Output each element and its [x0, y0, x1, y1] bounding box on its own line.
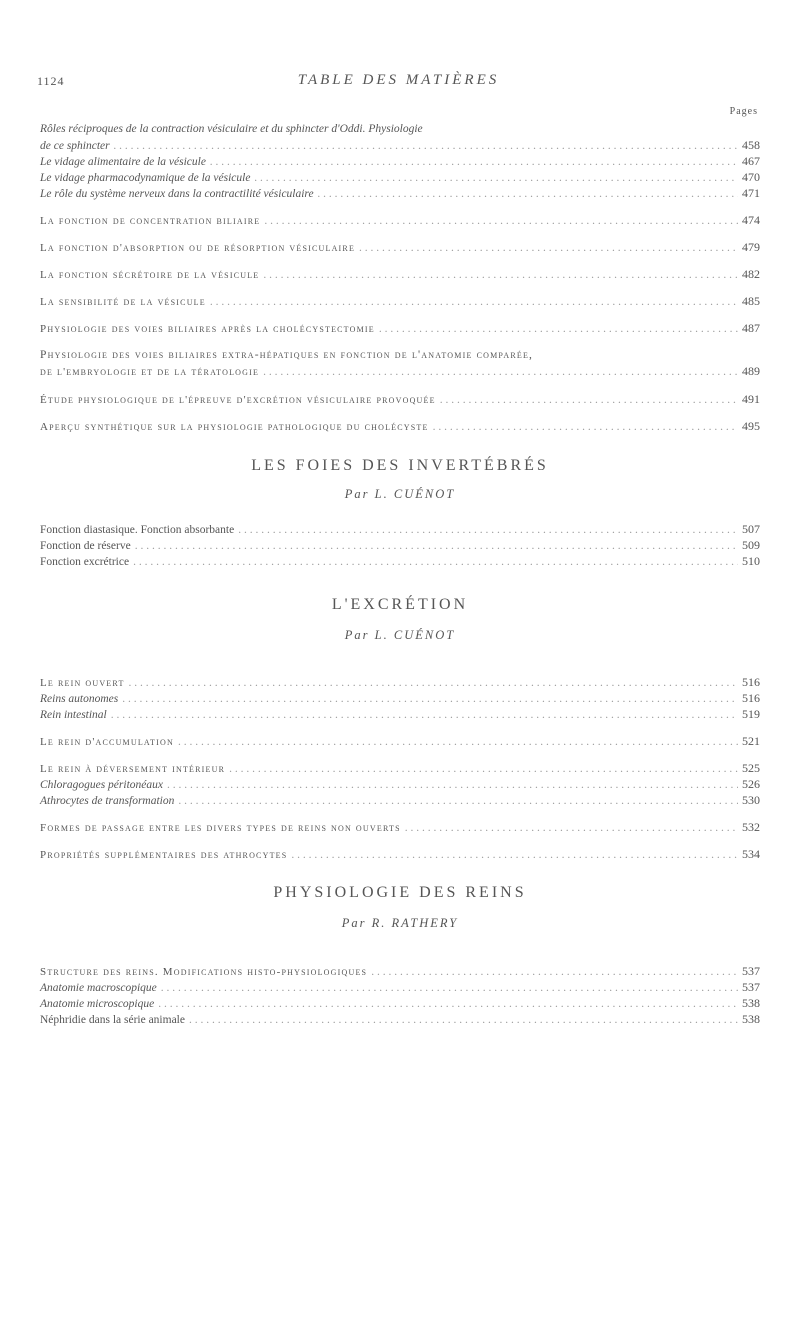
- toc-entry-label: Le rein ouvert: [40, 677, 125, 689]
- toc-entry-page: 538: [742, 996, 760, 1010]
- dot-leader: [405, 820, 738, 836]
- toc-entry-page: 510: [742, 554, 760, 568]
- toc-entry-label: Fonction diastasique. Fonction absorbante: [40, 524, 235, 536]
- dot-leader: [114, 138, 738, 154]
- toc-entry-page: 479: [742, 240, 760, 254]
- dot-leader: [161, 980, 738, 996]
- toc-entry-page: 537: [742, 980, 760, 994]
- dot-leader: [111, 707, 738, 723]
- toc-entry: [40, 846, 760, 862]
- toc-entry-label: Le vidage alimentaire de la vésicule: [40, 156, 206, 168]
- dot-leader: [263, 364, 738, 380]
- dot-leader: [229, 761, 738, 777]
- dot-leader: [210, 294, 738, 310]
- dot-leader: [135, 538, 738, 554]
- toc-entry-page: 530: [742, 793, 760, 807]
- dot-leader: [122, 691, 738, 707]
- toc-entry: [40, 792, 760, 808]
- toc-entry: [40, 553, 760, 569]
- pages-column-label: Pages: [729, 106, 758, 117]
- toc-entry: [40, 320, 760, 336]
- toc-entry-label: Aperçu synthétique sur la physiologie pathologique du cholécyste: [40, 421, 429, 433]
- toc-entry-page: 537: [742, 964, 760, 978]
- toc-entry-label: Le vidage pharmacodynamique de la vésicule: [40, 172, 251, 184]
- toc-entry-label: Chloragogues péritonéaux: [40, 779, 163, 791]
- toc-entry-label: de ce sphincter: [40, 140, 110, 152]
- running-title: TABLE DES MATIÈRES: [297, 72, 500, 88]
- toc-entry-page: 482: [742, 267, 760, 281]
- toc-entry-label: Structure des reins. Modifications histo-physiologiques: [40, 966, 368, 978]
- toc-entry: [40, 963, 760, 979]
- toc-entry: [40, 169, 760, 185]
- toc-entry-page: 471: [742, 186, 760, 200]
- toc-entry-label: Physiologie des voies biliaires après la cholécystectomie: [40, 323, 375, 335]
- toc-entry-page: 525: [742, 761, 760, 775]
- dot-leader: [178, 793, 738, 809]
- toc-entry: [40, 137, 760, 153]
- toc-entry-label: Reins autonomes: [40, 693, 119, 705]
- toc-entry: [40, 674, 760, 690]
- page-number: 1124: [37, 74, 65, 88]
- toc-entry: [40, 363, 760, 379]
- toc-entry-page: 458: [742, 138, 760, 152]
- dot-leader: [158, 996, 738, 1012]
- toc-entry: [40, 212, 760, 228]
- dot-leader: [210, 154, 738, 170]
- toc-entry-label: de l'embryologie et de la tératologie: [40, 366, 260, 378]
- toc-entry: [40, 819, 760, 835]
- dot-leader: [264, 213, 738, 229]
- toc-entry: [40, 979, 760, 995]
- toc-entry-label: Anatomie microscopique: [40, 998, 155, 1010]
- running-header: [37, 70, 760, 96]
- toc-entry-page: 487: [742, 321, 760, 335]
- toc-entry: [40, 776, 760, 792]
- toc-entry-label: La fonction d'absorption ou de résorption vésiculaire: [40, 242, 356, 254]
- toc-entry: [40, 537, 760, 553]
- toc-intro-line: Rôles réciproques de la contraction vésiculaire et du sphincter d'Oddi. Physiologie: [40, 123, 423, 135]
- toc-entry-page: 474: [742, 213, 760, 227]
- toc-entry: [40, 760, 760, 776]
- dot-leader: [238, 522, 738, 538]
- section-author: Par R. RATHERY: [341, 916, 459, 930]
- dot-leader: [263, 267, 738, 283]
- toc-entry: [40, 266, 760, 282]
- toc-entry-label: Formes de passage entre les divers types de reins non ouverts: [40, 822, 401, 834]
- toc-multiline-first: Physiologie des voies biliaires extra-hépatiques en fonction de l'anatomie comparée,: [40, 349, 534, 361]
- toc-entry-label: Étude physiologique de l'épreuve d'excrétion vésiculaire provoquée: [40, 394, 436, 406]
- toc-entry-page: 534: [742, 847, 760, 861]
- toc-entry-label: Le rein d'accumulation: [40, 736, 174, 748]
- toc-entry-page: 509: [742, 538, 760, 552]
- toc-entry-page: 521: [742, 734, 760, 748]
- toc-entry-label: Néphridie dans la série animale: [40, 1014, 185, 1026]
- toc-entry-label: Rein intestinal: [40, 709, 107, 721]
- toc-entry-label: La fonction de concentration biliaire: [40, 215, 261, 227]
- dot-leader: [129, 675, 738, 691]
- dot-leader: [291, 847, 738, 863]
- toc-entry-label: Anatomie macroscopique: [40, 982, 157, 994]
- section-author: Par L. CUÉNOT: [344, 487, 456, 501]
- toc-entry: [40, 1011, 760, 1027]
- section-title: L'EXCRÉTION: [331, 596, 469, 613]
- toc-entry: [40, 153, 760, 169]
- toc-entry-label: La sensibilité de la vésicule: [40, 296, 206, 308]
- section-author: Par L. CUÉNOT: [344, 628, 456, 642]
- dot-leader: [189, 1012, 738, 1028]
- toc-entry: [40, 733, 760, 749]
- toc-entry-label: Athrocytes de transformation: [40, 795, 175, 807]
- toc-entry-page: 489: [742, 364, 760, 378]
- dot-leader: [167, 777, 738, 793]
- toc-entry-label: Le rein à déversement intérieur: [40, 763, 226, 775]
- section-title: LES FOIES DES INVERTÉBRÉS: [251, 457, 549, 474]
- dot-leader: [371, 964, 738, 980]
- toc-entry: [40, 418, 760, 434]
- dot-leader: [359, 240, 738, 256]
- toc-entry-page: 485: [742, 294, 760, 308]
- dot-leader: [379, 321, 738, 337]
- toc-entry: [40, 293, 760, 309]
- toc-entry: [40, 239, 760, 255]
- toc-entry-page: 491: [742, 392, 760, 406]
- toc-entry-page: 470: [742, 170, 760, 184]
- dot-leader: [133, 554, 738, 570]
- toc-entry-page: 507: [742, 522, 760, 536]
- toc-entry: [40, 391, 760, 407]
- toc-entry-page: 495: [742, 419, 760, 433]
- toc-entry-label: Fonction excrétrice: [40, 556, 130, 568]
- toc-entry-page: 467: [742, 154, 760, 168]
- toc-entry-page: 519: [742, 707, 760, 721]
- dot-leader: [254, 170, 738, 186]
- toc-entry-page: 526: [742, 777, 760, 791]
- toc-entry-page: 538: [742, 1012, 760, 1026]
- section-title: PHYSIOLOGIE DES REINS: [273, 884, 527, 901]
- toc-entry: [40, 995, 760, 1011]
- dot-leader: [440, 392, 738, 408]
- dot-leader: [178, 734, 738, 750]
- toc-entry-page: 532: [742, 820, 760, 834]
- toc-entry: [40, 690, 760, 706]
- toc-entry-label: Fonction de réserve: [40, 540, 131, 552]
- toc-entry-label: Le rôle du système nerveux dans la contractilité vésiculaire: [40, 188, 314, 200]
- toc-entry: [40, 185, 760, 201]
- toc-entry: [40, 706, 760, 722]
- toc-entry-label: Propriétés supplémentaires des athrocytes: [40, 849, 288, 861]
- dot-leader: [433, 419, 738, 435]
- toc-entry: [40, 521, 760, 537]
- toc-entry-label: La fonction sécrétoire de la vésicule: [40, 269, 260, 281]
- dot-leader: [318, 186, 738, 202]
- toc-entry-page: 516: [742, 691, 760, 705]
- toc-entry-page: 516: [742, 675, 760, 689]
